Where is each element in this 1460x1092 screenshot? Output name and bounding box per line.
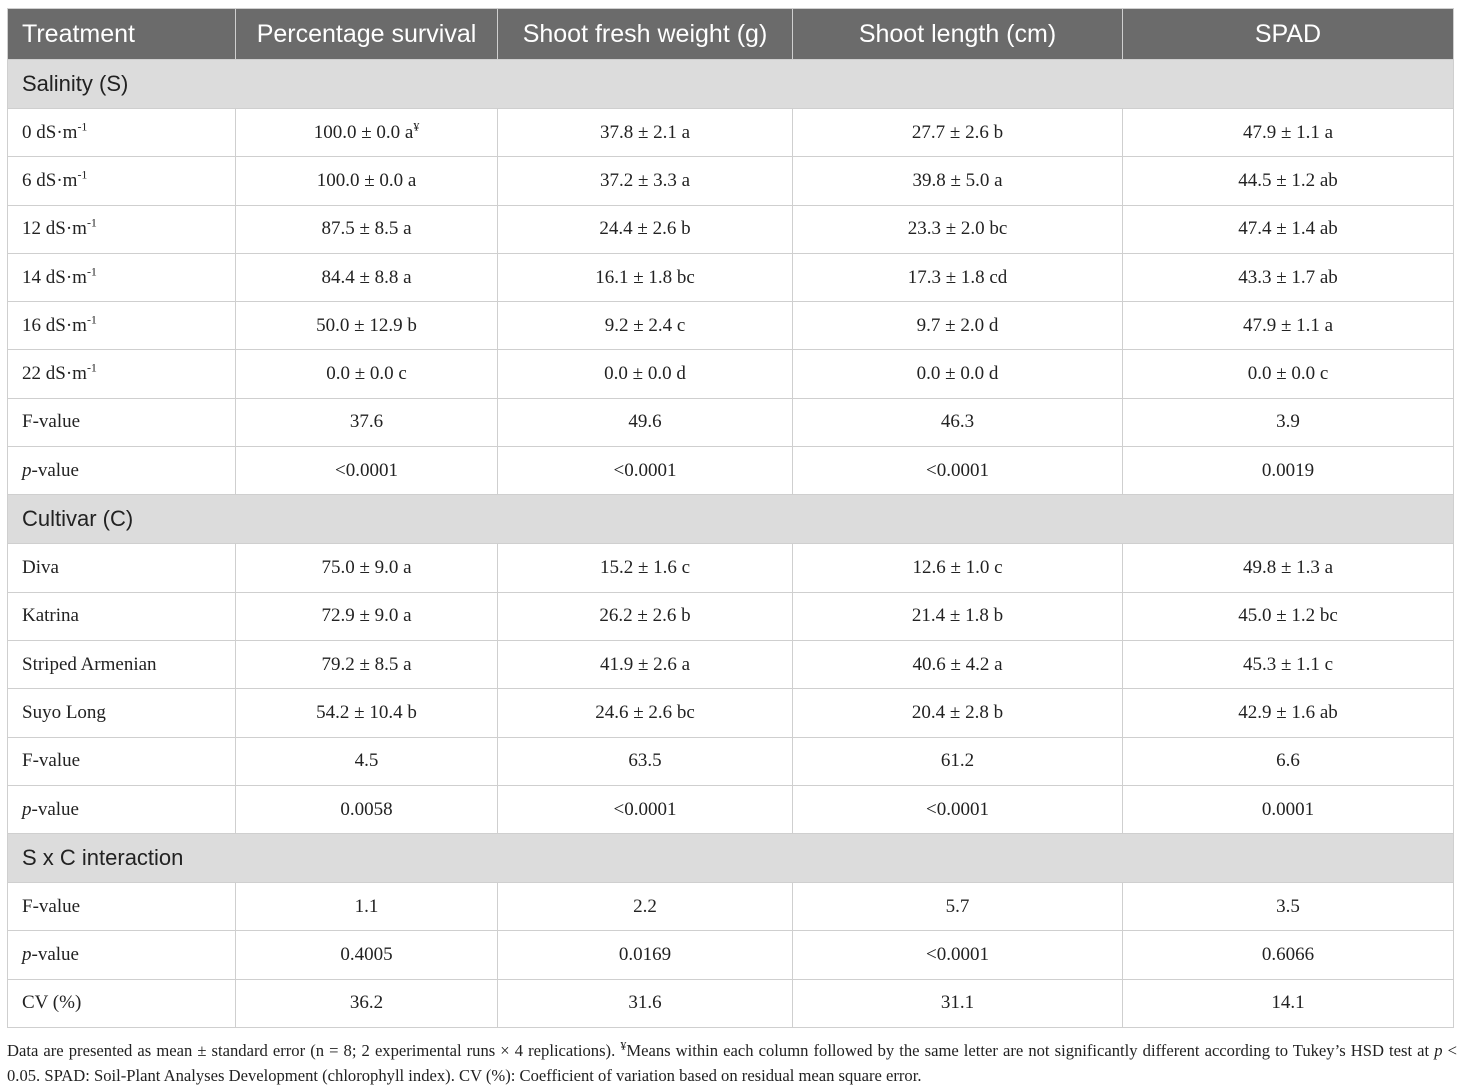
footnote-part3: < 0.05. SPAD: Soil-Plant Analyses Development (chlorophyll index). CV (%): Coefficient of variation based on residual mean square error. xyxy=(7,1041,1457,1085)
cell-value: 87.5 ± 8.5 a xyxy=(321,218,412,240)
table-cell xyxy=(1123,544,1454,592)
table-body xyxy=(8,60,1454,1028)
table-cell xyxy=(236,109,498,157)
table-cell xyxy=(1123,979,1454,1027)
cell-value: 42.9 ± 1.6 ab xyxy=(1238,701,1338,723)
row-label-text: -value xyxy=(31,459,79,481)
row-label-text: Diva xyxy=(22,557,59,579)
table-row xyxy=(8,157,1454,205)
cell-value: 0.0001 xyxy=(1261,798,1315,820)
table-cell xyxy=(1123,205,1454,253)
cell-value: 1.1 xyxy=(354,895,379,917)
cell-value: 37.8 ± 2.1 a xyxy=(599,121,691,143)
table-row xyxy=(8,398,1454,446)
footnote-part1: Data are presented as mean ± standard error (n = 8; 2 experimental runs × 4 replications). xyxy=(7,1041,621,1060)
cell-value: <0.0001 xyxy=(926,944,989,966)
table-cell xyxy=(498,883,793,931)
section-header-row xyxy=(8,495,1454,544)
row-label-text: F-value xyxy=(22,895,81,917)
table-cell xyxy=(1123,109,1454,157)
row-label xyxy=(8,689,236,737)
table-cell xyxy=(793,883,1123,931)
cell-value: 47.9 ± 1.1 a xyxy=(1242,314,1334,336)
row-label xyxy=(8,253,236,301)
table-cell xyxy=(236,205,498,253)
table-row xyxy=(8,737,1454,785)
table-cell xyxy=(236,737,498,785)
header-percentage-survival: Percentage survival xyxy=(236,9,498,60)
row-label-italic: p xyxy=(22,459,32,481)
cell-value: 20.4 ± 2.8 b xyxy=(911,701,1004,723)
table-cell xyxy=(236,253,498,301)
table-cell xyxy=(1123,302,1454,350)
table-header xyxy=(8,9,1454,60)
table-cell xyxy=(236,785,498,833)
table-cell xyxy=(793,931,1123,979)
footnote-symbol: ¥ xyxy=(620,1038,627,1053)
section-title: Salinity (S) xyxy=(8,60,1454,109)
cell-value: 21.4 ± 1.8 b xyxy=(911,605,1004,627)
cell-value: 46.3 xyxy=(940,411,975,433)
table-row xyxy=(8,205,1454,253)
table-cell xyxy=(236,931,498,979)
table-cell xyxy=(498,737,793,785)
header-shoot-fresh-weight: Shoot fresh weight (g) xyxy=(498,9,793,60)
cell-value: 31.1 xyxy=(940,992,975,1014)
table-cell xyxy=(236,302,498,350)
cell-value: 3.9 xyxy=(1276,411,1300,433)
cell-value: 72.9 ± 9.0 a xyxy=(321,605,412,627)
cell-value: 40.6 ± 4.2 a xyxy=(912,653,1003,675)
table-row xyxy=(8,253,1454,301)
row-label-text: Suyo Long xyxy=(22,701,106,723)
table-cell xyxy=(793,253,1123,301)
row-label xyxy=(8,544,236,592)
row-label xyxy=(8,931,236,979)
table-row xyxy=(8,592,1454,640)
cell-value: 0.0058 xyxy=(340,798,393,820)
cell-value: 49.6 xyxy=(628,411,662,433)
cell-value: 2.2 xyxy=(633,895,657,917)
cell-value: 0.0019 xyxy=(1261,459,1315,481)
row-label xyxy=(8,737,236,785)
table-cell xyxy=(236,398,498,446)
cell-value: 26.2 ± 2.6 b xyxy=(599,605,691,627)
row-label-text: -value xyxy=(31,798,79,820)
row-label-unit-exponent: -1 xyxy=(86,360,97,375)
cell-value: <0.0001 xyxy=(926,798,989,820)
section-header-row xyxy=(8,834,1454,883)
row-label-italic: p xyxy=(22,944,32,966)
row-label xyxy=(8,109,236,157)
row-label xyxy=(8,592,236,640)
header-spad: SPAD xyxy=(1123,9,1454,60)
row-label xyxy=(8,350,236,398)
row-label xyxy=(8,883,236,931)
row-label-text: 0 dS·m xyxy=(22,121,78,143)
table-cell xyxy=(793,447,1123,495)
header-row xyxy=(8,9,1454,60)
row-label xyxy=(8,447,236,495)
table-cell xyxy=(1123,398,1454,446)
table-cell xyxy=(793,157,1123,205)
table-cell xyxy=(793,544,1123,592)
cell-value: 15.2 ± 1.6 c xyxy=(599,557,691,579)
row-label xyxy=(8,640,236,688)
row-label-text: Striped Armenian xyxy=(22,653,157,675)
row-label-text: 6 dS·m xyxy=(22,169,78,191)
cell-value: 47.9 ± 1.1 a xyxy=(1242,121,1334,143)
row-label-unit-exponent: -1 xyxy=(77,119,88,134)
cell-value: 24.4 ± 2.6 b xyxy=(599,218,691,240)
cell-value: <0.0001 xyxy=(926,459,989,481)
row-label xyxy=(8,205,236,253)
table-row xyxy=(8,109,1454,157)
row-label-text: F-value xyxy=(22,750,81,772)
table-cell xyxy=(498,931,793,979)
cell-value: 9.2 ± 2.4 c xyxy=(604,314,686,336)
cell-value: 4.5 xyxy=(354,750,379,772)
table-cell xyxy=(498,544,793,592)
table-cell xyxy=(1123,447,1454,495)
table-cell xyxy=(793,640,1123,688)
table-cell xyxy=(498,302,793,350)
cell-value: 45.3 ± 1.1 c xyxy=(1242,653,1334,675)
cell-value: 41.9 ± 2.6 a xyxy=(599,653,691,675)
header-treatment: Treatment xyxy=(8,9,236,60)
cell-value: 6.6 xyxy=(1276,750,1300,772)
footnote-part2: Means within each column followed by the same letter are not significantly different according to Tukey’s HSD test at xyxy=(626,1041,1435,1060)
cell-footnote-symbol: ¥ xyxy=(413,119,420,134)
cell-value: 63.5 xyxy=(628,750,662,772)
table-cell xyxy=(793,737,1123,785)
table-cell xyxy=(793,592,1123,640)
cell-value: 0.0 ± 0.0 d xyxy=(604,363,686,385)
cell-value: 27.7 ± 2.6 b xyxy=(911,121,1004,143)
table-cell xyxy=(498,689,793,737)
cell-value: 23.3 ± 2.0 bc xyxy=(907,218,1008,240)
table-cell xyxy=(498,640,793,688)
table-cell xyxy=(793,979,1123,1027)
cell-value: 24.6 ± 2.6 bc xyxy=(595,701,695,723)
table-cell xyxy=(236,883,498,931)
table-row xyxy=(8,544,1454,592)
table-cell xyxy=(236,689,498,737)
table-cell xyxy=(1123,883,1454,931)
cell-value: <0.0001 xyxy=(613,798,677,820)
table-cell xyxy=(498,109,793,157)
cell-value: 9.7 ± 2.0 d xyxy=(916,314,999,336)
table-cell xyxy=(793,785,1123,833)
row-label-text: 12 dS·m xyxy=(22,218,87,240)
cell-value: 44.5 ± 1.2 ab xyxy=(1238,169,1338,191)
cell-value: 100.0 ± 0.0 a xyxy=(316,169,417,191)
table-cell xyxy=(1123,689,1454,737)
table-row xyxy=(8,350,1454,398)
table-cell xyxy=(498,785,793,833)
table-row xyxy=(8,640,1454,688)
section-title: Cultivar (C) xyxy=(8,495,1454,544)
table-row xyxy=(8,447,1454,495)
table-cell xyxy=(793,689,1123,737)
cell-value: 50.0 ± 12.9 b xyxy=(316,314,417,336)
cell-value: 47.4 ± 1.4 ab xyxy=(1238,218,1338,240)
cell-value: <0.0001 xyxy=(335,459,398,481)
cell-value: <0.0001 xyxy=(613,459,677,481)
cell-value: 14.1 xyxy=(1271,992,1305,1014)
table-cell xyxy=(498,350,793,398)
table-cell xyxy=(498,592,793,640)
table-cell xyxy=(498,398,793,446)
cell-value: 31.6 xyxy=(628,992,662,1014)
cell-value: 45.0 ± 1.2 bc xyxy=(1238,605,1338,627)
table-cell xyxy=(1123,785,1454,833)
cell-value: 100.0 ± 0.0 a xyxy=(313,121,414,143)
cell-value: 0.0 ± 0.0 c xyxy=(326,363,407,385)
row-label xyxy=(8,979,236,1027)
row-label xyxy=(8,157,236,205)
row-label-text: -value xyxy=(31,944,79,966)
table-cell xyxy=(236,544,498,592)
cell-value: 0.4005 xyxy=(340,944,393,966)
results-table xyxy=(7,8,1454,1028)
row-label-unit-exponent: -1 xyxy=(77,167,88,182)
table-cell xyxy=(498,979,793,1027)
cell-value: 17.3 ± 1.8 cd xyxy=(907,266,1008,288)
cell-value: 36.2 xyxy=(349,992,384,1014)
table-cell xyxy=(498,447,793,495)
table-cell xyxy=(236,157,498,205)
row-label-unit-exponent: -1 xyxy=(86,215,97,230)
table-cell xyxy=(1123,592,1454,640)
table-cell xyxy=(1123,931,1454,979)
row-label-italic: p xyxy=(22,798,32,820)
table-cell xyxy=(1123,157,1454,205)
cell-value: 49.8 ± 1.3 a xyxy=(1242,557,1334,579)
table-row xyxy=(8,931,1454,979)
table-cell xyxy=(236,350,498,398)
footnote-p-italic: p xyxy=(1434,1041,1443,1060)
table-footnote xyxy=(7,1038,1457,1088)
cell-value: 3.5 xyxy=(1276,895,1300,917)
cell-value: 0.6066 xyxy=(1261,944,1315,966)
table-cell xyxy=(793,109,1123,157)
header-shoot-length: Shoot length (cm) xyxy=(793,9,1123,60)
cell-value: 79.2 ± 8.5 a xyxy=(321,653,412,675)
cell-value: 37.2 ± 3.3 a xyxy=(599,169,691,191)
row-label-text: Katrina xyxy=(22,605,79,627)
table-cell xyxy=(236,592,498,640)
row-label-unit-exponent: -1 xyxy=(86,312,97,327)
table-cell xyxy=(1123,737,1454,785)
row-label xyxy=(8,302,236,350)
table-row xyxy=(8,302,1454,350)
cell-value: 0.0 ± 0.0 d xyxy=(916,363,999,385)
cell-value: 0.0169 xyxy=(618,944,672,966)
row-label-text: 22 dS·m xyxy=(22,363,87,385)
section-title: S x C interaction xyxy=(8,834,1454,883)
table-cell xyxy=(236,447,498,495)
table-cell xyxy=(498,253,793,301)
table-row xyxy=(8,883,1454,931)
row-label-text: F-value xyxy=(22,411,81,433)
table-cell xyxy=(498,205,793,253)
row-label-text: 14 dS·m xyxy=(22,266,87,288)
table-cell xyxy=(1123,640,1454,688)
table-row xyxy=(8,979,1454,1027)
cell-value: 12.6 ± 1.0 c xyxy=(912,557,1003,579)
cell-value: 75.0 ± 9.0 a xyxy=(321,557,412,579)
row-label xyxy=(8,785,236,833)
table-row xyxy=(8,689,1454,737)
table-cell xyxy=(498,157,793,205)
table-cell xyxy=(1123,350,1454,398)
cell-value: 37.6 xyxy=(349,411,384,433)
section-header-row xyxy=(8,60,1454,109)
table-cell xyxy=(236,979,498,1027)
table-cell xyxy=(236,640,498,688)
table-cell xyxy=(793,302,1123,350)
table-cell xyxy=(793,398,1123,446)
cell-value: 54.2 ± 10.4 b xyxy=(316,701,417,723)
cell-value: 43.3 ± 1.7 ab xyxy=(1238,266,1338,288)
row-label-text: CV (%) xyxy=(22,992,82,1014)
table-cell xyxy=(793,350,1123,398)
cell-value: 84.4 ± 8.8 a xyxy=(321,266,412,288)
cell-value: 0.0 ± 0.0 c xyxy=(1247,363,1329,385)
cell-value: 16.1 ± 1.8 bc xyxy=(595,266,695,288)
cell-value: 39.8 ± 5.0 a xyxy=(912,169,1003,191)
table-row xyxy=(8,785,1454,833)
table-cell xyxy=(1123,253,1454,301)
row-label-unit-exponent: -1 xyxy=(86,264,97,279)
row-label xyxy=(8,398,236,446)
cell-value: 5.7 xyxy=(945,895,970,917)
table-cell xyxy=(793,205,1123,253)
cell-value: 61.2 xyxy=(940,750,975,772)
row-label-text: 16 dS·m xyxy=(22,314,87,336)
